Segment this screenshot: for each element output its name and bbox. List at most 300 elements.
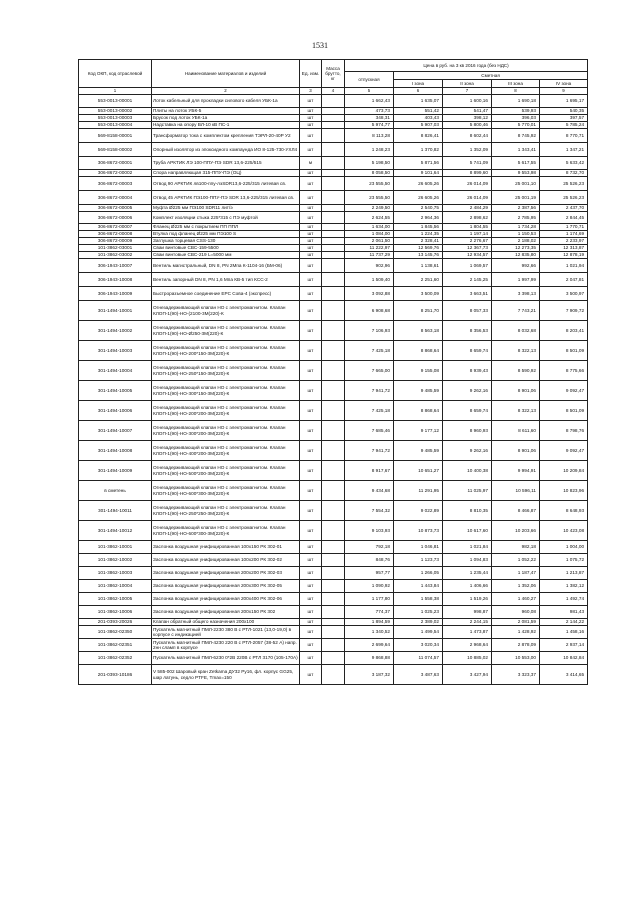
table-row [79,665,588,685]
row-name: Огнезадерживающий клапан НО с электромагнитом. Клапан КЛОП-1(90)-НО-400*200-3М(220)-К [152,441,300,461]
row-unit: шт [300,501,322,521]
row-zone-4-price: 10 209,84 [540,461,588,481]
row-zone-4-price: 5 785,24 [540,122,588,129]
row-zone-3-price: 12 835,80 [492,252,540,259]
row-zone-3-price: 2 188,02 [492,238,540,245]
row-code: 101-3862-10006 [79,606,152,619]
row-unit: шт [300,652,322,665]
header-name: Наименование материалов и изделий [152,60,300,88]
row-zone-3-price: 5 770,01 [492,122,540,129]
row-zone-3-price: 3 323,37 [492,665,540,685]
row-unit: шт [300,212,322,224]
row-release-price: 7 106,93 [345,321,394,341]
row-zone-3-price: 1 187,47 [492,567,540,580]
row-unit: шт [300,401,322,421]
row-zone-4-price: 12 313,87 [540,245,588,252]
row-release-price: 7 685,46 [345,421,394,441]
row-code: 553-0013-00001 [79,95,152,108]
row-mass [322,481,345,501]
row-zone-2-price: 1 197,14 [443,231,492,238]
row-name: Брусок под лоток УБК-1а [152,115,300,122]
row-release-price: 6 908,68 [345,301,394,321]
row-mass [322,381,345,401]
col-number: 4 [322,88,345,95]
row-code: 553-0013-00003 [79,115,152,122]
row-zone-3-price: 7 743,21 [492,301,540,321]
row-zone-4-price: 540,35 [540,108,588,115]
row-zone-2-price: 12 367,73 [443,245,492,252]
row-zone-4-price: 1 213,87 [540,567,588,580]
row-zone-3-price: 8 322,13 [492,341,540,361]
row-zone-4-price: 397,57 [540,115,588,122]
row-mass [322,212,345,224]
row-zone-2-price: 1 519,26 [443,593,492,606]
row-zone-2-price: 2 968,64 [443,639,492,652]
row-unit: м [300,157,322,170]
row-code: 306-1943-10009 [79,287,152,301]
row-unit: шт [300,341,322,361]
row-name: Комплект изоляции стыка 225*315 с ПЭ муфтой [152,212,300,224]
row-mass [322,461,345,481]
row-zone-1-price: 1 499,54 [394,626,443,639]
row-unit: шт [300,541,322,554]
row-mass [322,122,345,129]
row-zone-4-price: 8 775,66 [540,361,588,381]
row-code: 306-8672-00003 [79,177,152,191]
table-row [79,129,588,143]
row-zone-4-price: 25 526,23 [540,177,588,191]
row-release-price: 2 624,55 [345,212,394,224]
row-zone-3-price: 8 466,87 [492,501,540,521]
row-zone-2-price: 2 276,67 [443,238,492,245]
table-row [79,341,588,361]
row-unit: шт [300,301,322,321]
row-unit: шт [300,606,322,619]
col-number: 1 [79,88,152,95]
table-row [79,554,588,567]
row-release-price: 1 084,00 [345,231,394,238]
row-zone-1-price: 2 964,36 [394,212,443,224]
row-zone-1-price: 13 145,76 [394,252,443,259]
row-release-price: 348,31 [345,115,394,122]
row-zone-3-price: 1 734,28 [492,224,540,231]
row-release-price: 8 058,50 [345,170,394,177]
row-zone-3-price: 1 997,99 [492,273,540,287]
row-zone-3-price: 5 617,55 [492,157,540,170]
row-unit: шт [300,567,322,580]
row-release-price: 9 434,68 [345,481,394,501]
col-number: 2 [152,88,300,95]
row-zone-1-price: 8 868,64 [394,341,443,361]
table-row [79,108,588,115]
row-mass [322,567,345,580]
row-name: Пускатель магнитный ПМЛ-6230 0*2В 220В с РТЛ 3170 (105-170А) [152,652,300,665]
row-name: Заслонка воздушная унифицированная 200х400 РК 302-06 [152,593,300,606]
row-name: Плиты на лоток УБК-5 [152,108,300,115]
row-zone-4-price: 25 526,23 [540,191,588,205]
table-row [79,652,588,665]
row-mass [322,554,345,567]
row-unit: шт [300,593,322,606]
col-number: 6 [394,88,443,95]
row-zone-4-price: 981,43 [540,606,588,619]
row-zone-4-price: 1 492,74 [540,593,588,606]
header-estimate: Сметная [394,72,588,80]
row-code: 306-8672-00004 [79,191,152,205]
row-zone-4-price: 10 823,96 [540,481,588,501]
row-name: Отвод 90 АРКТИК лв100-ппу-лэSDR13,6-225/315 литевая св. [152,177,300,191]
row-zone-3-price: 1 352,06 [492,580,540,593]
row-release-price: 3 092,88 [345,287,394,301]
table-row [79,245,588,252]
row-mass [322,626,345,639]
row-zone-1-price: 11 074,57 [394,652,443,665]
row-mass [322,115,345,122]
row-code: 301-1494-10002 [79,321,152,341]
row-unit: шт [300,665,322,685]
row-zone-1-price: 9 022,89 [394,501,443,521]
row-mass [322,421,345,441]
row-zone-3-price: 8 322,13 [492,401,540,421]
row-code: 553-0013-00002 [79,108,152,115]
row-zone-2-price: 1 352,09 [443,143,492,157]
row-unit: шт [300,626,322,639]
row-zone-3-price: 982,18 [492,541,540,554]
row-zone-4-price: 8 732,70 [540,170,588,177]
row-release-price: 11 737,29 [345,252,394,259]
row-name: Огнезадерживающий клапан НО с электромагнитом. Клапан КЛОП-1(90)-НО-500*200-3М(220)-К [152,461,300,481]
row-code: 306-8672-00001 [79,157,152,170]
row-code: 101-3862-10001 [79,541,152,554]
row-zone-2-price: 5 741,09 [443,157,492,170]
row-code: 306-8672-00002 [79,170,152,177]
row-mass [322,441,345,461]
row-zone-2-price: 8 356,53 [443,321,492,341]
row-zone-4-price: 8 501,09 [540,341,588,361]
row-unit: шт [300,639,322,652]
row-zone-4-price: 2 047,81 [540,273,588,287]
row-zone-4-price: 1 382,12 [540,580,588,593]
row-zone-2-price: 9 262,16 [443,441,492,461]
row-release-price: 5 198,50 [345,157,394,170]
row-unit: шт [300,177,322,191]
row-mass [322,321,345,341]
table-row [79,259,588,273]
row-zone-3-price: 9 994,91 [492,461,540,481]
table-row [79,301,588,321]
table-row [79,205,588,212]
row-release-price: 848,76 [345,554,394,567]
row-release-price: 2 699,64 [345,639,394,652]
row-mass [322,606,345,619]
row-release-price: 11 222,97 [345,245,394,252]
row-code: 201-0393-10186 [79,665,152,685]
row-zone-2-price: 2 244,15 [443,619,492,626]
row-mass [322,205,345,212]
row-zone-1-price: 8 868,64 [394,401,443,421]
row-name: Муфта Ø225 мм ПЭ100 SDR11 лит/э [152,205,300,212]
table-row [79,639,588,652]
row-code: 306-8672-00009 [79,238,152,245]
row-unit: шт [300,252,322,259]
row-mass [322,619,345,626]
row-zone-1-price: 1 845,56 [394,224,443,231]
row-zone-4-price: 2 844,45 [540,212,588,224]
row-zone-3-price: 25 001,19 [492,191,540,205]
row-zone-2-price: 8 602,44 [443,129,492,143]
row-code: 101-3862-03002 [79,252,152,259]
row-zone-1-price: 10 873,73 [394,521,443,541]
row-zone-1-price: 1 224,35 [394,231,443,238]
row-zone-3-price: 1 150,53 [492,231,540,238]
row-zone-3-price: 2 387,56 [492,205,540,212]
row-release-price: 9 103,93 [345,521,394,541]
row-name: Заслонка воздушная унифицированная 200х300 РК 302-05 [152,580,300,593]
row-release-price: 1 634,00 [345,224,394,231]
row-name: Вентиль запорный DN 8, PN 1,6 Мпа КВ-5 тип КСС-2 [152,273,300,287]
row-zone-4-price: 10 842,84 [540,652,588,665]
row-zone-1-price: 9 485,59 [394,441,443,461]
row-name: Сваи винтовые СВС-159-5500 [152,245,300,252]
row-zone-4-price: 9 092,47 [540,441,588,461]
row-zone-2-price: 398,12 [443,115,492,122]
row-mass [322,361,345,381]
col-number: 8 [492,88,540,95]
row-zone-2-price: 3 663,51 [443,287,492,301]
row-name: Заслонка воздушная унифицированная 100х150 РК 302-01 [152,541,300,554]
row-zone-2-price: 9 262,16 [443,381,492,401]
row-unit: шт [300,122,322,129]
row-mass [322,224,345,231]
row-zone-4-price: 1 695,17 [540,95,588,108]
row-zone-1-price: 8 563,18 [394,321,443,341]
row-code: 301-1494-10004 [79,361,152,381]
row-code: 301-1494-10007 [79,421,152,441]
row-zone-3-price: 8 590,92 [492,361,540,381]
row-zone-4-price: 2 437,70 [540,205,588,212]
row-zone-2-price: 10 400,38 [443,461,492,481]
row-unit: шт [300,580,322,593]
row-code: 553-0013-00004 [79,122,152,129]
row-code: в сметень [79,481,152,501]
row-mass [322,273,345,287]
row-unit: шт [300,441,322,461]
row-zone-2-price: 26 014,09 [443,191,492,205]
row-release-price: 5 974,77 [345,122,394,129]
row-zone-3-price: 960,08 [492,606,540,619]
col-number: 9 [540,88,588,95]
row-release-price: 957,77 [345,567,394,580]
row-code: 306-1943-10008 [79,273,152,287]
table-row [79,361,588,381]
row-zone-1-price: 1 443,84 [394,580,443,593]
table-row [79,170,588,177]
row-mass [322,177,345,191]
row-zone-4-price: 1 770,71 [540,224,588,231]
row-name: Огнезадерживающий клапан НО с электромагнитом. Клапан КЛОП-1(90)-НО-(2100-3М(220)-К [152,301,300,321]
row-zone-4-price: 7 909,72 [540,301,588,321]
table-row [79,441,588,461]
row-zone-1-price: 1 635,07 [394,95,443,108]
row-zone-3-price: 2 878,09 [492,639,540,652]
col-number: 3 [300,88,322,95]
row-code: 101-3862-10005 [79,593,152,606]
row-mass [322,341,345,361]
header-mass: Масса брутто, кг [322,60,345,88]
row-zone-1-price: 8 251,70 [394,301,443,321]
col-number: 5 [345,88,394,95]
row-release-price: 1 090,92 [345,580,394,593]
row-zone-3-price: 8 901,06 [492,441,540,461]
table-row [79,321,588,341]
row-mass [322,580,345,593]
row-unit: шт [300,231,322,238]
row-zone-1-price: 26 605,26 [394,177,443,191]
table-row [79,461,588,481]
row-name: Труба АРКТИК ЛЭ 100-ППУ-ПЭ SDR 13,6-225/515 [152,157,300,170]
row-zone-4-price: 8 798,76 [540,421,588,441]
row-zone-4-price: 1 004,00 [540,541,588,554]
row-code: 306-8672-00005 [79,205,152,212]
column-number-row [79,88,588,95]
row-name: Огнезадерживающий клапан НО с электромагнитом. Клапан КЛОП-1(90)-НО-250*250-3М(220)-К [152,501,300,521]
row-mass [322,129,345,143]
row-release-price: 2 061,50 [345,238,394,245]
row-name: Огнезадерживающий клапан НО с электромагнитом. Клапан КЛОП-1(90)-НО-600*300-3М(220)-К [152,481,300,501]
header-zone-1: I зона [394,80,443,88]
row-name: Сваи винтовые СВС-219 L=5000 мм [152,252,300,259]
row-name: Огнезадерживающий клапан НО с электромагнитом. Клапан КЛОП-1(90)-НО-200*150-3М(220)-К [152,341,300,361]
row-release-price: 23 555,50 [345,191,394,205]
row-unit: шт [300,481,322,501]
row-zone-3-price: 396,03 [492,115,540,122]
row-zone-2-price: 1 235,44 [443,567,492,580]
row-zone-2-price: 8 899,60 [443,170,492,177]
row-name: Заслонка воздушная унифицированная 100х200 РК 302-02 [152,554,300,567]
row-code: 306-8672-00008 [79,231,152,238]
header-zone-3: III зона [492,80,540,88]
table-row [79,401,588,421]
row-code: 101-3862-02351 [79,639,152,652]
table-row [79,381,588,401]
row-release-price: 7 941,72 [345,441,394,461]
row-name: Надставка на опору ВЛ-10 кВ ПС-1 [152,122,300,129]
row-name: Спора направляющая 315-ППУ-ПЭ (ОЦ) [152,170,300,177]
row-zone-4-price: 9 092,47 [540,381,588,401]
row-zone-3-price: 1 343,41 [492,143,540,157]
row-mass [322,259,345,273]
row-mass [322,541,345,554]
row-zone-3-price: 2 785,95 [492,212,540,224]
row-zone-3-price: 1 460,27 [492,593,540,606]
row-zone-1-price: 9 155,08 [394,361,443,381]
header-code: Код ОКП, код отраслевой [79,60,152,88]
row-zone-2-price: 11 025,97 [443,481,492,501]
row-unit: шт [300,108,322,115]
row-zone-3-price: 25 001,10 [492,177,540,191]
row-unit: шт [300,170,322,177]
row-zone-2-price: 8 659,74 [443,401,492,421]
row-release-price: 2 249,50 [345,205,394,212]
row-name: Быстроразъемное соединение ЕРС Сова-4 (экспресс) [152,287,300,301]
row-zone-3-price: 2 081,59 [492,619,540,626]
row-zone-2-price: 8 810,35 [443,501,492,521]
row-zone-2-price: 8 659,74 [443,341,492,361]
row-release-price: 1 662,43 [345,95,394,108]
row-release-price: 23 555,50 [345,177,394,191]
row-unit: шт [300,259,322,273]
row-release-price: 1 894,59 [345,619,394,626]
row-zone-2-price: 3 427,94 [443,665,492,685]
row-zone-1-price: 3 487,63 [394,665,443,685]
table-row [79,626,588,639]
row-zone-1-price: 9 177,12 [394,421,443,441]
row-zone-4-price: 2 233,97 [540,238,588,245]
row-release-price: 774,37 [345,606,394,619]
row-unit: шт [300,245,322,252]
row-unit: шт [300,273,322,287]
row-mass [322,143,345,157]
row-zone-2-price: 1 473,87 [443,626,492,639]
col-number: 7 [443,88,492,95]
row-zone-4-price: 5 633,42 [540,157,588,170]
row-zone-3-price: 10 553,00 [492,652,540,665]
row-zone-3-price: 8 901,06 [492,381,540,401]
header-zone-4: IV зона [540,80,588,88]
row-name: Отвод 45 АРКТИК ПЭ100-ППУ-ПЭ SDR 13,6-225/315 литевая св. [152,191,300,205]
table-row [79,177,588,191]
row-release-price: 9 868,88 [345,652,394,665]
row-name: Трансформатор тока с комплектом крепления ТЭРЛ-20-40Р У2 [152,129,300,143]
table-row [79,252,588,259]
row-mass [322,238,345,245]
row-mass [322,665,345,685]
row-zone-1-price: 2 389,02 [394,619,443,626]
row-mass [322,521,345,541]
row-release-price: 7 425,18 [345,341,394,361]
row-name: Пускатель магнитный ПМЛ-2230 380 В с РТЛ-1021 (13,0-19,0) в корпусе с индикацией [152,626,300,639]
row-release-price: 3 187,32 [345,665,394,685]
row-zone-2-price: 1 804,55 [443,224,492,231]
row-release-price: 8 917,67 [345,461,394,481]
row-release-price: 1 177,80 [345,593,394,606]
row-zone-2-price: 1 021,84 [443,541,492,554]
row-release-price: 7 665,00 [345,361,394,381]
row-mass [322,231,345,238]
row-zone-1-price: 26 605,26 [394,191,443,205]
row-zone-1-price: 551,42 [394,108,443,115]
row-code: 101-3862-02350 [79,626,152,639]
row-zone-4-price: 12 878,19 [540,252,588,259]
row-name: Вентиль магистральный, DN 8, PN 2Мпа К-1104-16 (БМ-06) [152,259,300,273]
row-mass [322,401,345,421]
row-zone-1-price: 9 101,64 [394,170,443,177]
row-zone-1-price: 1 138,61 [394,259,443,273]
row-unit: шт [300,287,322,301]
row-unit: шт [300,554,322,567]
row-name: Огнезадерживающий клапан НО с электромагнитом. Клапан КЛОП-1(90)-НО-200*200-3М(220)-К [152,401,300,421]
table-row [79,122,588,129]
row-zone-2-price: 1 600,16 [443,95,492,108]
table-row [79,95,588,108]
row-zone-3-price: 3 398,13 [492,287,540,301]
row-zone-1-price: 1 370,82 [394,143,443,157]
row-name: Клапан обратный общего назначения 200х100 [152,619,300,626]
row-zone-4-price: 1 174,69 [540,231,588,238]
table-row [79,541,588,554]
row-unit: шт [300,115,322,122]
row-zone-1-price: 3 500,09 [394,287,443,301]
